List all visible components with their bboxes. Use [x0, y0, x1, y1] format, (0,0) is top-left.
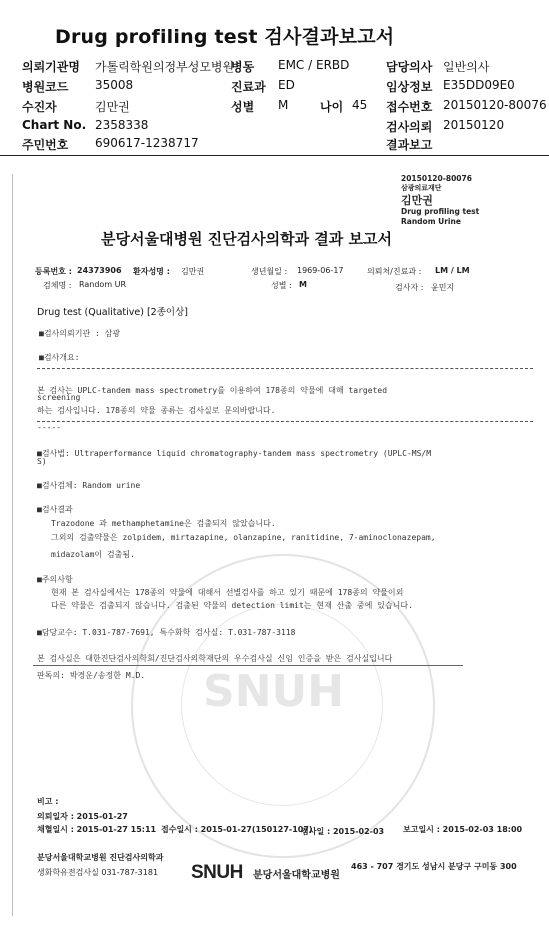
stamp-test: Drug profiling test — [401, 207, 480, 216]
value-ward: EMC / ERBD — [278, 58, 350, 72]
hospital-name-logo: 분당서울대학교병원 — [253, 870, 340, 881]
label-resident-no: 주민번호 — [22, 138, 69, 152]
report-title: Drug profiling test 검사결과보고서 — [55, 26, 395, 48]
specimen-line: ■검사검체: Random urine — [37, 481, 141, 490]
test-date: 검사일 : 2015-02-03 — [301, 827, 385, 836]
method-line-2: S) — [37, 457, 47, 466]
reg-number: 24373906 — [77, 266, 122, 275]
value-physician: 일반의사 — [443, 60, 490, 74]
overview-line-3: 하는 검사입니다. 178종의 약물 종류는 검사실로 문의바랍니다. — [37, 406, 276, 415]
request-date: 의뢰일자 : 2015-01-27 — [37, 812, 128, 821]
result-line-3: midazolam이 검출됨. — [51, 550, 135, 559]
examiner-label: 검사자 : — [395, 283, 424, 292]
value-age: 45 — [352, 98, 368, 112]
agency-line: ■검사의뢰기관 : 삼광 — [39, 329, 121, 338]
divider-tail: ----- — [37, 423, 62, 432]
reader-line: 판독의: 박경운/송정한 M.D. — [37, 671, 146, 680]
stamp-specimen: Random Urine — [401, 217, 461, 226]
hospital-report-title: 분당서울대병원 진단검사의학과 결과 보고서 — [101, 230, 392, 248]
specimen-value: Random UR — [79, 280, 127, 289]
label-sex: 성별 — [231, 100, 255, 114]
patient-name-label: 환자성명 : — [133, 267, 170, 276]
scanned-report — [12, 174, 539, 916]
hospital-address: 463 - 707 경기도 성남시 분당구 구미동 300 — [351, 862, 517, 871]
label-department: 진료과 — [231, 80, 266, 94]
label-clinical-info: 임상정보 — [386, 80, 433, 94]
caution-heading: ■주의사항 — [37, 575, 73, 584]
value-request-date: 20150120 — [443, 118, 505, 132]
label-chart-no: Chart No. — [22, 118, 87, 132]
test-name: Drug test (Qualitative) [2종이상] — [37, 307, 188, 318]
label-age: 나이 — [320, 100, 344, 114]
value-chart-no: 2358338 — [95, 118, 149, 132]
collection-datetime: 채혈일시 : 2015-01-27 15:11 — [37, 825, 157, 834]
label-receipt-no: 접수번호 — [386, 100, 433, 114]
contact-line: ■담당교수: T.031-787-7691, 특수화학 검사실: T.031-787-3118 — [37, 628, 296, 637]
stamp-lab: 삼광의료재단 — [401, 184, 442, 192]
reg-label: 등록번호 : — [35, 267, 72, 276]
label-ward: 병동 — [231, 60, 255, 74]
cert-underline — [33, 665, 463, 666]
value-clinical-info: E35DD09E0 — [443, 78, 515, 92]
receipt-datetime: 접수일시 : 2015-01-27(150127-107) — [161, 825, 313, 834]
result-line-1: Trazodone 과 methamphetamine은 검출되지 않았습니다. — [51, 519, 276, 528]
value-receipt-no: 20150120-80076 — [443, 98, 547, 112]
specimen-label: 검체명 : — [43, 281, 72, 290]
label-request-date: 검사의뢰 — [386, 120, 433, 134]
label-result-report: 결과보고 — [386, 138, 433, 152]
report-datetime: 보고일시 : 2015-02-03 18:00 — [403, 825, 523, 834]
watermark-text: SNUH — [203, 666, 345, 717]
dob: 1969-06-17 — [297, 266, 344, 275]
dob-label: 생년월일 : — [251, 267, 288, 276]
snuh-logo: SNUH — [191, 862, 243, 883]
divider — [37, 368, 533, 369]
stamp-patient: 김만권 — [401, 194, 433, 207]
note-label: 비고 : — [37, 797, 59, 806]
value-patient: 김만권 — [95, 100, 130, 114]
sex-label: 성별 : — [271, 281, 292, 290]
dept-value: LM / LM — [435, 266, 470, 275]
overview-line-2: screening — [37, 393, 81, 402]
caution-line-1: 현재 본 검사실에서는 178종의 약물에 대해서 선별검사를 하고 있기 때문에 178종의 약물이외 — [51, 588, 404, 597]
overview-heading: ■검사개요: — [39, 353, 80, 362]
lab-department: 분당서울대학교병원 진단검사의학과 — [37, 853, 164, 862]
overview-line-1: 본 검사는 UPLC-tandem mass spectrometry를 이용하여 178종의 약물에 대해 targeted — [37, 386, 388, 395]
label-patient: 수진자 — [22, 100, 57, 114]
result-heading: ■검사결과 — [37, 505, 73, 514]
label-hospital-code: 병원코드 — [22, 80, 69, 94]
result-line-2: 그외의 검출약물은 zolpidem, mirtazapine, olanzapine, ranitidine, 7-aminoclonazepam, — [51, 533, 436, 542]
value-requesting-org: 가톨릭학원의정부성모병원 — [95, 60, 235, 74]
sex-value: M — [299, 280, 307, 289]
label-physician: 담당의사 — [386, 60, 433, 74]
value-sex: M — [278, 98, 289, 112]
stamp-receipt: 20150120-80076 — [401, 174, 472, 183]
divider — [37, 421, 533, 422]
value-department: ED — [278, 78, 295, 92]
value-hospital-code: 35008 — [95, 78, 134, 92]
label-requesting-org: 의뢰기관명 — [22, 60, 80, 74]
dept-label: 의뢰처/진료과 : — [367, 267, 422, 276]
patient-name: 김만권 — [181, 267, 205, 276]
lab-phone: 생화학유전검사실 031-787-3181 — [37, 868, 159, 877]
caution-line-2: 다른 약물은 검출되지 않습니다. 검출된 약물의 detection limit는 현재 산출 중에 있습니다. — [51, 601, 413, 610]
header-divider — [0, 155, 549, 156]
method-line-1: ■검사법: Ultraperformance liquid chromatography-tandem mass spectrometry (UPLC-MS/M — [37, 449, 432, 458]
value-resident-no: 690617-1238717 — [95, 136, 199, 150]
certification-line: 본 검사실은 대한진단검사의학회/진단검사의학재단의 우수검사실 신임 인증을 받은 검사실입니다 — [37, 654, 393, 663]
examiner-value: 윤민지 — [431, 283, 455, 292]
